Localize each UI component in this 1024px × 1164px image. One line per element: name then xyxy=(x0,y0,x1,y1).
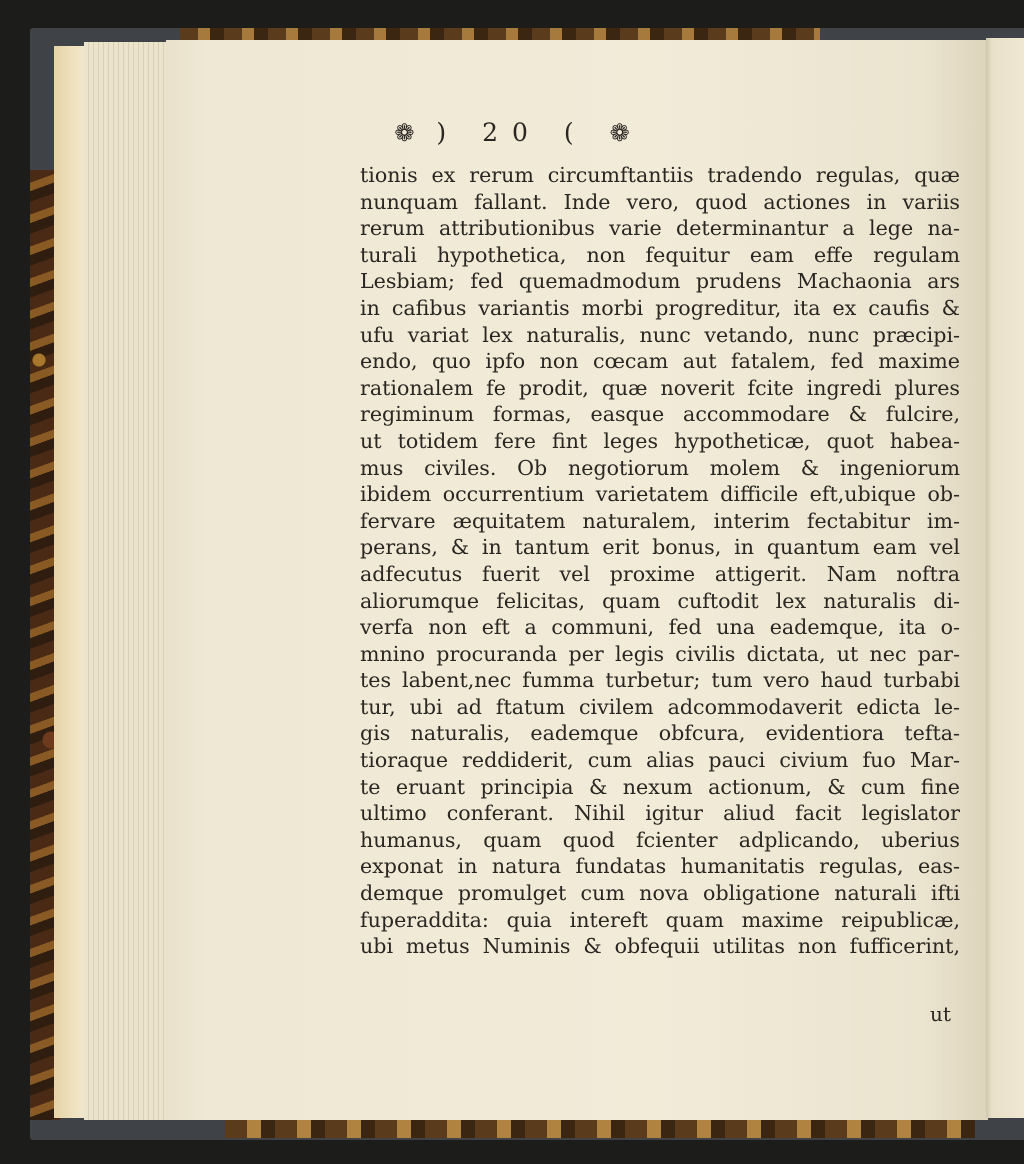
running-head-paren-right: ( xyxy=(563,118,588,147)
page-edges xyxy=(84,42,174,1120)
text-line: ultimo conferant. Nihil igitur aliud facit legislator xyxy=(360,801,960,826)
text-line: gis naturalis, eademque obfcura, evidentiora tefta- xyxy=(360,721,960,746)
catchword: ut xyxy=(930,1002,951,1026)
text-line: demque promulget cum nova obligatione naturali ifti xyxy=(360,881,960,906)
flower-ornament-icon: ❁ xyxy=(394,119,415,147)
text-line: mnino procuranda per legis civilis dictata, ut nec par- xyxy=(360,641,960,666)
text-line: tioraque reddiderit, cum alias pauci civium fuo Mar- xyxy=(360,748,960,773)
flower-ornament-icon: ❁ xyxy=(609,119,630,147)
text-line: perans, & in tantum erit bonus, in quantum eam vel xyxy=(360,535,960,560)
text-line: exponat in natura fundatas humanitatis regulas, eas- xyxy=(360,854,960,879)
text-line: nunquam fallant. Inde vero, quod actiones in variis xyxy=(360,189,960,214)
text-line: tes labent,nec fumma turbetur; tum vero haud turbabi xyxy=(360,668,960,693)
text-line: in cafibus variantis morbi progreditur, ita ex caufis & xyxy=(360,295,960,320)
text-line: turali hypothetica, non fequitur eam effe regulam xyxy=(360,242,960,267)
body-text xyxy=(360,162,960,960)
text-line: mus civiles. Ob negotiorum molem & ingeniorum xyxy=(360,455,960,480)
text-line: fuperaddita: quia intereft quam maxime reipublicæ, xyxy=(360,907,960,932)
text-line: te eruant principia & nexum actionum, & cum fine xyxy=(360,774,960,799)
text-line: tionis ex rerum circumftantiis tradendo regulas, quæ xyxy=(360,163,960,187)
text-line: aliorumque felicitas, quam cuftodit lex naturalis di- xyxy=(360,588,960,613)
text-line: rerum attributionibus varie determinantur a lege na- xyxy=(360,216,960,241)
following-pages-stack xyxy=(986,38,1024,1118)
text-line: endo, quo ipfo non cœcam aut fatalem, fed maxime xyxy=(360,349,960,374)
text-line: tur, ubi ad ftatum civilem adcommodaverit edicta le- xyxy=(360,694,960,719)
text-line: ibidem occurrentium varietatem difficile eft,ubique ob- xyxy=(360,482,960,507)
page-number: 20 xyxy=(482,118,542,147)
text-line: verfa non eft a communi, fed una eademque, ita o- xyxy=(360,615,960,640)
text-line: regiminum formas, easque accommodare & fulcire, xyxy=(360,402,960,427)
text-line: ut totidem fere fint leges hypotheticæ, quot habea- xyxy=(360,428,960,453)
text-line: ubi metus Numinis & obfequii utilitas non fufficerint, xyxy=(360,934,960,959)
text-line: rationalem fe prodit, quæ noverit fcite ingredi plures xyxy=(360,375,960,400)
text-line: ufu variat lex naturalis, nunc vetando, nunc præcipi- xyxy=(360,322,960,347)
text-line: adfecutus fuerit vel proxime attigerit. Nam noftra xyxy=(360,561,960,586)
text-line: Lesbiam; fed quemadmodum prudens Machaonia ars xyxy=(360,269,960,294)
text-line: fervare æquitatem naturalem, interim fectabitur im- xyxy=(360,508,960,533)
marbled-cover-edge-bottom xyxy=(225,1118,975,1138)
running-head-paren-left: ) xyxy=(436,118,461,147)
text-line: humanus, quam quod fcienter adplicando, uberius xyxy=(360,827,960,852)
running-head xyxy=(0,118,1024,147)
